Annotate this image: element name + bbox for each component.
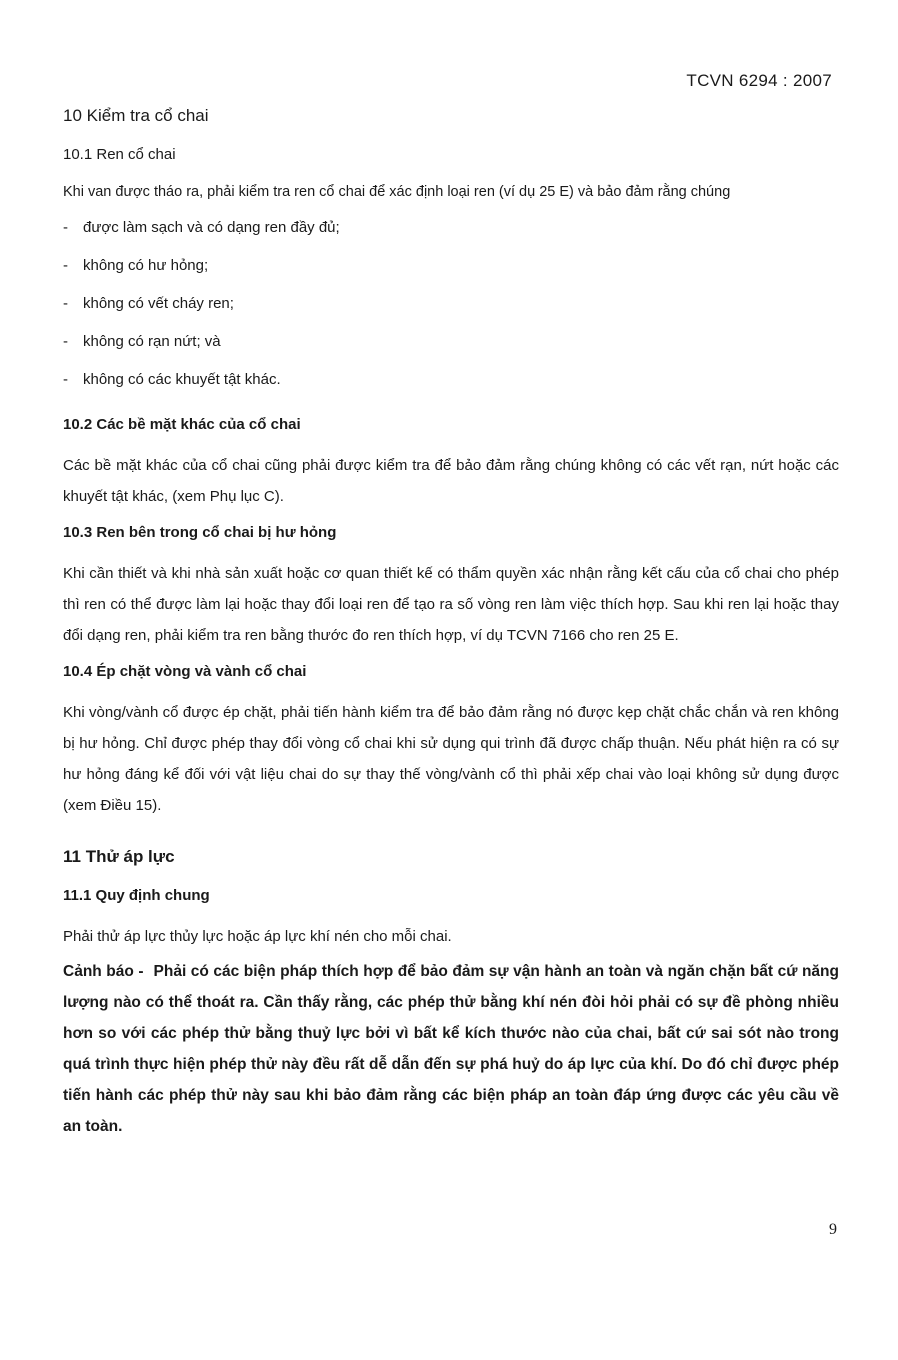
- section-10-4-heading: 10.4 Ép chặt vòng và vành cổ chai: [63, 663, 307, 680]
- section-10-2-body: Các bề mặt khác của cổ chai cũng phải được kiểm tra để bảo đảm rằng chúng không có các vết rạn, nứt hoặc các khuyết tật khác, (xem Phụ lục C).: [63, 457, 839, 505]
- section-11-heading: 11 Thử áp lực: [63, 847, 175, 866]
- list-item: - không có vết cháy ren;: [63, 295, 234, 312]
- section-10-4-body: Khi vòng/vành cổ được ép chặt, phải tiến hành kiểm tra để bảo đảm rằng nó được kẹp chặt chắc chắn và ren không bị hư hỏng. Chỉ được phép thay đổi vòng cổ chai khi sử dụng qui trình đã được chấp thuận. Nếu phát hiện ra có sự hư hỏng đáng kể đối với vật liệu chai do sự thay thế vòng/vành cổ thì phải xếp chai vào loại không sử dụng được (xem Điều 15).: [63, 704, 839, 814]
- section-11-1-body: Phải thử áp lực thủy lực hoặc áp lực khí nén cho mỗi chai.: [63, 928, 452, 945]
- section-10-1-intro: Khi van được tháo ra, phải kiểm tra ren cổ chai để xác định loại ren (ví dụ 25 E) và bảo đảm rằng chúng: [63, 184, 731, 200]
- section-10-2-heading: 10.2 Các bề mặt khác của cổ chai: [63, 416, 301, 433]
- list-item: - được làm sạch và có dạng ren đầy đủ;: [63, 219, 340, 236]
- section-10-1-heading: 10.1 Ren cổ chai: [63, 146, 176, 163]
- section-10-heading: 10 Kiểm tra cổ chai: [63, 106, 209, 125]
- list-item: - không có các khuyết tật khác.: [63, 371, 281, 388]
- warning-label: Cảnh báo -: [63, 963, 144, 980]
- page-content: [63, 106, 839, 1142]
- section-10-3-heading: 10.3 Ren bên trong cổ chai bị hư hỏng: [63, 524, 337, 541]
- warning-paragraph: [63, 956, 839, 1142]
- section-10-1-list: [63, 218, 839, 408]
- page-number: 9: [829, 1221, 837, 1238]
- section-11-1-heading: 11.1 Quy định chung: [63, 887, 210, 904]
- standard-code: TCVN 6294 : 2007: [686, 71, 832, 90]
- section-10-3-body: Khi cần thiết và khi nhà sản xuất hoặc cơ quan thiết kế có thẩm quyền xác nhận rằng kết cấu của cổ chai cho phép thì ren có thể được làm lại hoặc thay đổi loại ren để tạo ra số vòng ren làm việc thích hợp. Sau khi ren lại hoặc thay đổi dạng ren, phải kiểm tra ren bằng thước đo ren thích hợp, ví dụ TCVN 7166 cho ren 25 E.: [63, 565, 839, 644]
- list-item: - không có hư hỏng;: [63, 257, 209, 274]
- warning-text: Phải có các biện pháp thích hợp để bảo đảm sự vận hành an toàn và ngăn chặn bất cứ năng lượng nào có thể thoát ra. Cần thấy rằng, các phép thử bằng khí nén đòi hỏi phải có sự đề phòng nhiều hơn so với các phép thử bằng thuỷ lực bởi vì bất kể kích thước nào của chai, bất cứ sai sót nào trong quá trình thực hiện phép thử này đều rất dễ dẫn đến sự phá huỷ do áp lực của khí. Do đó chỉ được phép tiến hành các phép thử này sau khi bảo đảm rằng các biện pháp an toàn đáp ứng được các yêu cầu về an toàn.: [63, 963, 839, 1135]
- list-item: - không có rạn nứt; và: [63, 333, 221, 350]
